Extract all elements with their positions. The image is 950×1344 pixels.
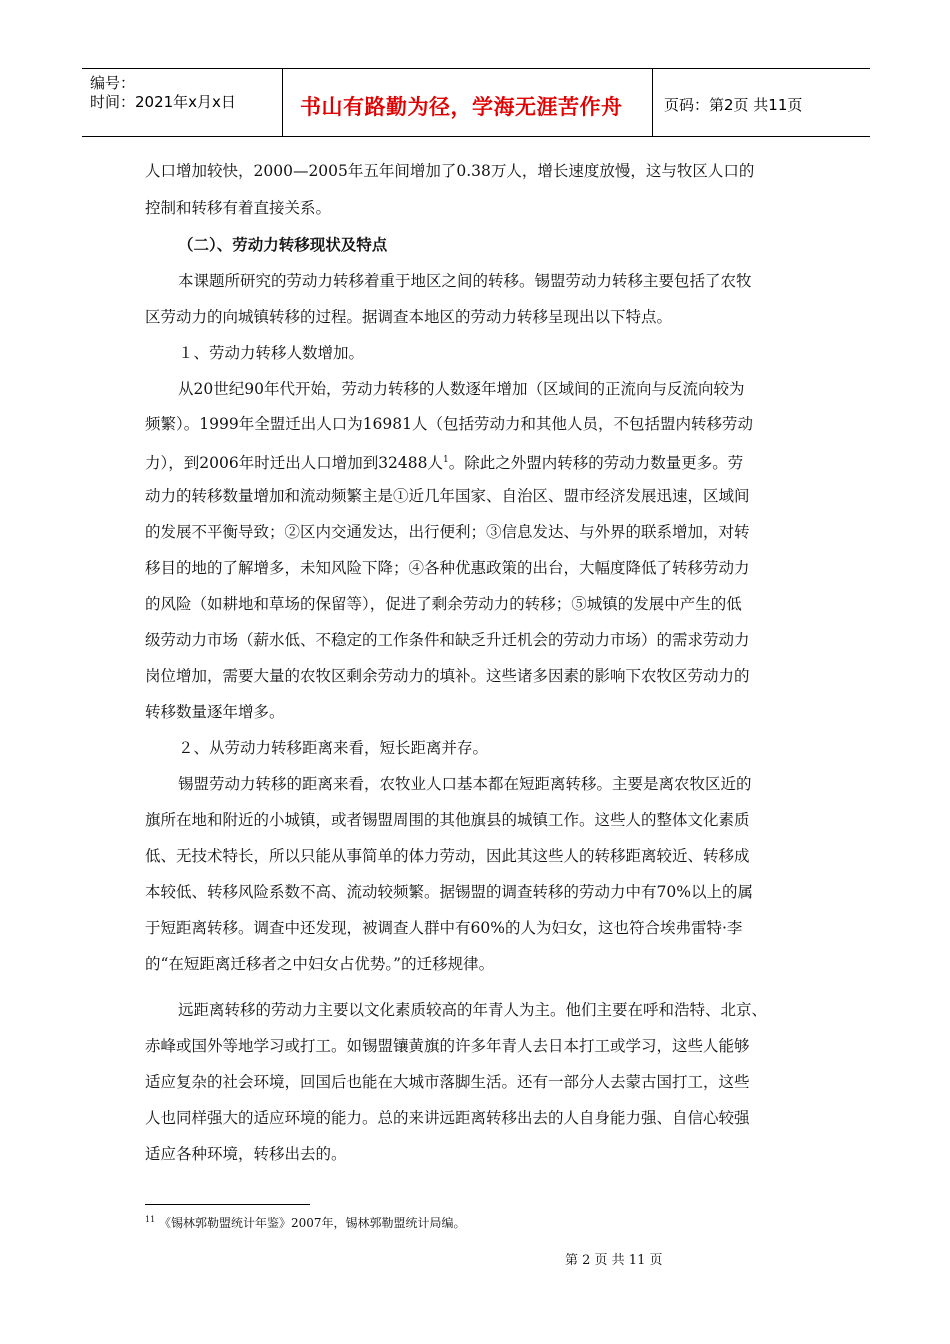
footnote-ref: 1 xyxy=(443,455,449,465)
footnote xyxy=(145,1214,466,1231)
header-number-label: 编号： xyxy=(90,74,136,92)
footnote-marker: 11 xyxy=(145,1215,156,1224)
body-line: 适应复杂的社会环境，回国后也能在大城市落脚生活。还有一部分人去蒙古国打工，这些 xyxy=(145,1073,750,1091)
body-line: 于短距离转移。调查中还发现，被调查人群中有60%的人为妇女，这也符合埃弗雷特·李 xyxy=(145,919,743,937)
header-divider-right xyxy=(652,68,653,136)
body-line: 适应各种环境，转移出去的。 xyxy=(145,1145,347,1163)
body-line: 转移数量逐年增多。 xyxy=(145,703,285,721)
header-top-rule xyxy=(82,68,870,69)
body-line: 的发展不平衡导致；②区内交通发达，出行便利；③信息发达、与外界的联系增加，对转 xyxy=(145,523,750,541)
header-divider-left xyxy=(282,68,283,136)
page-footer: 第 2 页 共 11 页 xyxy=(565,1253,663,1268)
header-bottom-rule xyxy=(82,136,870,137)
subheading-1: １、劳动力转移人数增加。 xyxy=(178,344,365,362)
body-line: 控制和转移有着直接关系。 xyxy=(145,199,332,217)
body-line: 级劳动力市场（薪水低、不稳定的工作条件和缺乏升迁机会的劳动力市场）的需求劳动力 xyxy=(145,631,750,649)
body-line: 旗所在地和附近的小城镇，或者锡盟周围的其他旗县的城镇工作。这些人的整体文化素质 xyxy=(145,811,750,829)
body-line: 人口增加较快，2000—2005年五年间增加了0.38万人，增长速度放慢，这与牧区人口的 xyxy=(145,162,755,180)
subheading-2: ２、从劳动力转移距离来看，短长距离并存。 xyxy=(178,739,489,757)
body-line: 远距离转移的劳动力主要以文化素质较高的年青人为主。他们主要在呼和浩特、北京、 xyxy=(178,1001,768,1019)
body-line: 岗位增加，需要大量的农牧区剩余劳动力的填补。这些诸多因素的影响下农牧区劳动力的 xyxy=(145,667,750,685)
body-line: 动力的转移数量增加和流动频繁主是①近几年国家、自治区、盟市经济发展迅速，区域间 xyxy=(145,487,750,505)
body-line: 的“在短距离迁移者之中妇女占优势。”的迁移规律。 xyxy=(145,955,495,973)
header-time-label: 时间：2021年x月x日 xyxy=(90,93,236,111)
section-heading: （二）、劳动力转移现状及特点 xyxy=(178,236,388,254)
body-line: 频繁）。1999年全盟迁出人口为16981人（包括劳动力和其他人员，不包括盟内转移劳动 xyxy=(145,415,754,433)
header-page-code: 页码：第2页 共11页 xyxy=(664,96,803,114)
body-line: 本课题所研究的劳动力转移着重于地区之间的转移。锡盟劳动力转移主要包括了农牧 xyxy=(178,272,752,290)
body-line: 区劳动力的向城镇转移的过程。据调查本地区的劳动力转移呈现出以下特点。 xyxy=(145,308,673,326)
footnote-text: 《锡林郭勒盟统计年鉴》2007年，锡林郭勒盟统计局编。 xyxy=(159,1216,466,1230)
body-line: 的风险（如耕地和草场的保留等），促进了剩余劳动力的转移；⑤城镇的发展中产生的低 xyxy=(145,595,742,613)
body-line: 从20世纪90年代开始，劳动力转移的人数逐年增加（区域间的正流向与反流向较为 xyxy=(178,380,745,398)
body-line-with-footnote xyxy=(145,450,743,473)
body-line-part: 。除此之外盟内转移的劳动力数量更多。劳 xyxy=(448,454,744,473)
body-line: 移目的地的了解增多，未知风险下降；④各种优惠政策的出台，大幅度降低了转移劳动力 xyxy=(145,559,750,577)
body-line: 低、无技术特长，所以只能从事简单的体力劳动，因此其这些人的转移距离较近、转移成 xyxy=(145,847,750,865)
body-line: 锡盟劳动力转移的距离来看，农牧业人口基本都在短距离转移。主要是离农牧区近的 xyxy=(178,775,752,793)
footnote-rule xyxy=(145,1204,310,1205)
body-line: 人也同样强大的适应环境的能力。总的来讲远距离转移出去的人自身能力强、自信心较强 xyxy=(145,1109,750,1127)
body-line: 赤峰或国外等地学习或打工。如锡盟镶黄旗的许多年青人去日本打工或学习，这些人能够 xyxy=(145,1037,750,1055)
body-line: 本较低、转移风险系数不高、流动较频繁。据锡盟的调查转移的劳动力中有70%以上的属 xyxy=(145,883,753,901)
header-motto: 书山有路勤为径，学海无涯苦作舟 xyxy=(300,95,623,119)
body-line-part: 力），到2006年时迁出人口增加到32488人 xyxy=(145,454,444,473)
